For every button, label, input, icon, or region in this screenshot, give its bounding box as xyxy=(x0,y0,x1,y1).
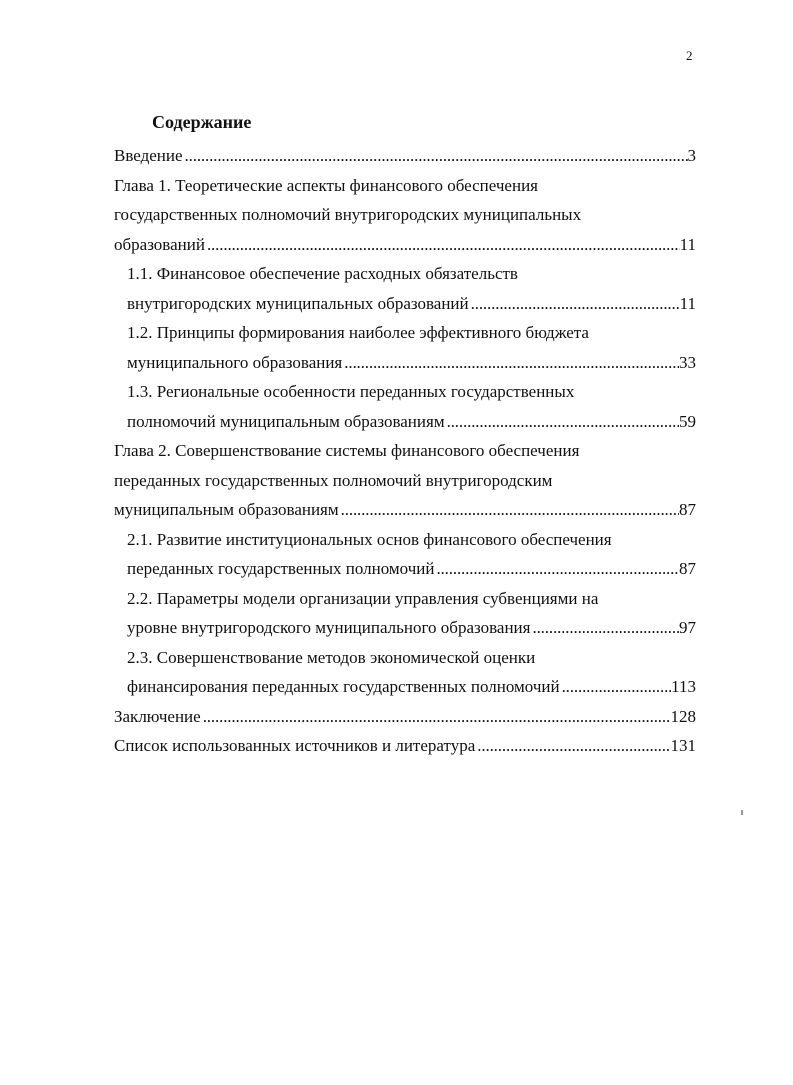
toc-line[interactable] xyxy=(114,407,696,437)
toc-entry-label: Список использованных источников и литература xyxy=(114,736,476,755)
toc-line: 2.2. Параметры модели организации управления субвенциями на xyxy=(127,588,599,608)
toc-entry-section-2-2[interactable] xyxy=(114,584,696,643)
dot-leader xyxy=(475,731,670,761)
toc-entry-label: внутригородских муниципальных образований xyxy=(127,293,469,313)
toc-line[interactable] xyxy=(114,554,696,584)
toc-line[interactable] xyxy=(114,495,696,525)
dot-leader xyxy=(560,672,672,702)
toc-page-number: 87 xyxy=(679,500,696,519)
toc-entry-label: уровне внутригородского муниципального образования xyxy=(127,618,531,637)
toc-entry-label: образований xyxy=(114,234,205,254)
toc-line[interactable] xyxy=(114,141,696,171)
toc-entry-label: полномочий муниципальным образованиям xyxy=(127,411,445,431)
toc-line[interactable] xyxy=(114,672,696,702)
toc-entry-chapter-1[interactable] xyxy=(114,171,696,260)
dot-leader xyxy=(434,554,679,584)
toc-entry-section-2-3[interactable] xyxy=(114,643,696,702)
table-of-contents xyxy=(114,141,696,761)
toc-line[interactable] xyxy=(114,613,696,643)
scan-artifact xyxy=(741,810,743,815)
toc-page-number: 113 xyxy=(671,677,696,696)
toc-entry-chapter-2[interactable] xyxy=(114,436,696,525)
toc-entry-section-1-3[interactable] xyxy=(114,377,696,436)
toc-line: государственных полномочий внутригородских муниципальных xyxy=(114,205,582,224)
toc-entry-section-1-1[interactable] xyxy=(114,259,696,318)
dot-leader xyxy=(445,407,679,437)
toc-line: 1.2. Принципы формирования наиболее эффективного бюджета xyxy=(127,323,589,342)
toc-entry-label: Заключение xyxy=(114,706,201,726)
dot-leader xyxy=(201,702,671,732)
toc-page-number: 33 xyxy=(679,352,696,372)
page-number: 2 xyxy=(686,48,693,63)
toc-line: 2.1. Развитие институциональных основ финансового обеспечения xyxy=(127,529,612,549)
dot-leader xyxy=(469,289,680,319)
toc-title: Содержание xyxy=(152,112,252,132)
toc-page-number: 87 xyxy=(679,559,696,578)
toc-page-number: 128 xyxy=(670,706,696,726)
toc-entry-references[interactable] xyxy=(114,731,696,761)
toc-entry-label: финансирования переданных государственных полномочий xyxy=(127,677,560,696)
toc-line[interactable] xyxy=(114,289,696,319)
toc-entry-introduction[interactable] xyxy=(114,141,696,171)
dot-leader xyxy=(342,348,679,378)
toc-line: Глава 2. Совершенствование системы финансового обеспечения xyxy=(114,441,580,460)
toc-page-number: 97 xyxy=(679,618,696,637)
toc-page-number: 11 xyxy=(679,293,696,313)
toc-page-number: 59 xyxy=(679,411,696,431)
toc-line[interactable] xyxy=(114,702,696,732)
toc-line: Глава 1. Теоретические аспекты финансового обеспечения xyxy=(114,175,538,195)
toc-entry-section-2-1[interactable] xyxy=(114,525,696,584)
toc-line[interactable] xyxy=(114,230,696,260)
toc-line: переданных государственных полномочий внутригородским xyxy=(114,470,553,490)
toc-line: 2.3. Совершенствование методов экономической оценки xyxy=(127,647,536,667)
toc-line[interactable] xyxy=(114,348,696,378)
toc-page-number: 131 xyxy=(670,736,696,755)
toc-entry-label: переданных государственных полномочий xyxy=(127,559,435,578)
dot-leader xyxy=(205,230,680,260)
toc-page-number: 3 xyxy=(687,146,696,165)
toc-line: 1.3. Региональные особенности переданных государственных xyxy=(127,382,575,401)
toc-page-number: 11 xyxy=(679,234,696,254)
dot-leader xyxy=(183,141,688,171)
toc-entry-label: муниципального образования xyxy=(127,352,343,372)
toc-line: 1.1. Финансовое обеспечение расходных обязательств xyxy=(127,264,518,283)
dot-leader xyxy=(339,495,679,525)
toc-entry-section-1-2[interactable] xyxy=(114,318,696,377)
toc-entry-label: муниципальным образованиям xyxy=(114,500,339,519)
toc-entry-conclusion[interactable] xyxy=(114,702,696,732)
toc-line[interactable] xyxy=(114,731,696,761)
dot-leader xyxy=(530,613,679,643)
toc-entry-label: Введение xyxy=(114,146,183,165)
